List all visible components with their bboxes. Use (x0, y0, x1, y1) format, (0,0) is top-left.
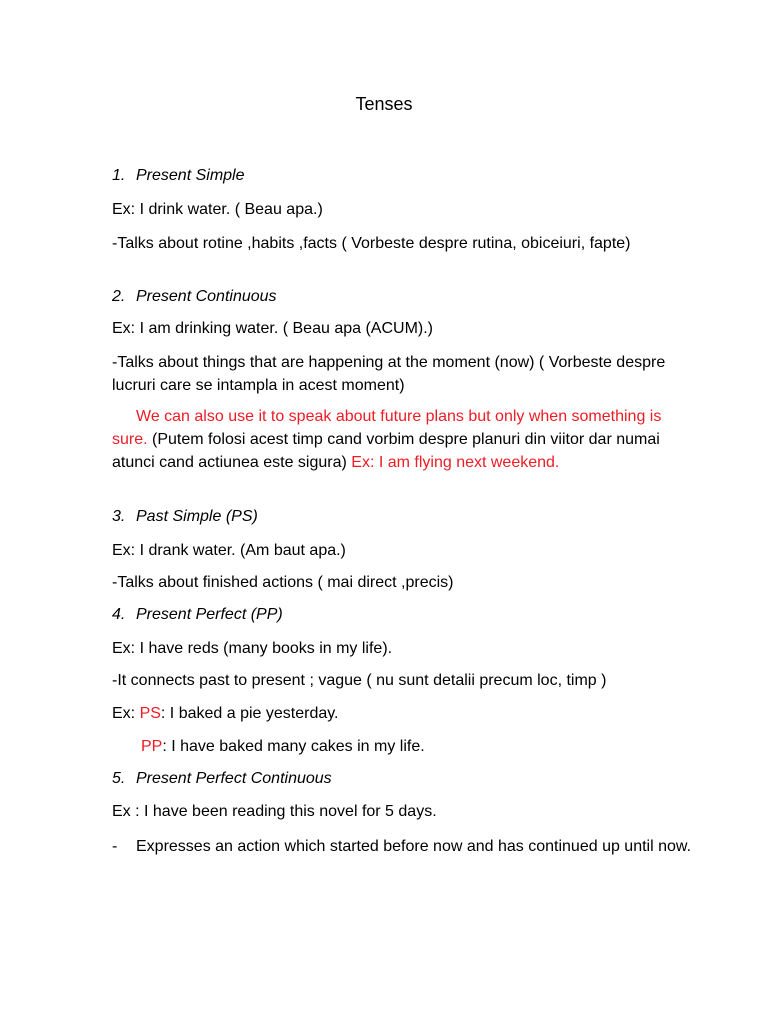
example-present-perfect-continuous: Ex : I have been reading this novel for 5 days. (112, 803, 437, 820)
description-present-simple: -Talks about rotine ,habits ,facts ( Vorbeste despre rutina, obiceiuri, fapte) (112, 235, 631, 252)
example-present-simple: Ex: I drink water. ( Beau apa.) (112, 201, 323, 218)
section-title: Present Perfect (PP) (136, 606, 283, 623)
section-title: Present Perfect Continuous (136, 770, 332, 787)
section-number: 5. (112, 770, 126, 787)
note-translation: (Putem folosi acest timp cand vorbim despre planuri din viitor dar numai atunci cand actiunea este sigura) (112, 431, 660, 471)
section-title: Present Continuous (136, 288, 277, 305)
section-title: Past Simple (PS) (136, 508, 258, 525)
section-number: 1. (112, 167, 126, 184)
example-past-simple: Ex: I drank water. (Am baut apa.) (112, 542, 346, 559)
example-present-continuous: Ex: I am drinking water. ( Beau apa (ACUM).) (112, 320, 433, 337)
section-number: 2. (112, 288, 126, 305)
ps-label: PS (139, 705, 161, 722)
description-past-simple: -Talks about finished actions ( mai direct ,precis) (112, 574, 454, 591)
page-title: Tenses (355, 94, 413, 114)
section-number: 4. (112, 606, 126, 623)
bullet-text: Expresses an action which started before now and has continued up until now. (136, 838, 692, 855)
section-number: 3. (112, 508, 126, 525)
note-red-text: We can also use it to speak about future plans but only when something is sure. (112, 408, 662, 448)
pp-label: PP (141, 738, 163, 755)
pp-example-text: : I have baked many cakes in my life. (162, 738, 425, 755)
example-ps-vs-pp (112, 703, 692, 725)
bullet-marker: - (112, 838, 118, 855)
section-heading-past-simple (112, 506, 692, 528)
bullet-list-item (0, 835, 768, 885)
note-red-example: Ex: I am flying next weekend. (351, 454, 560, 471)
section-heading-present-simple (112, 165, 692, 187)
note-future-plans (112, 405, 692, 474)
section-heading-present-perfect-continuous (112, 768, 692, 790)
section-heading-present-perfect (112, 604, 692, 626)
description-present-perfect: -It connects past to present ; vague ( nu sunt detalii precum loc, timp ) (112, 672, 607, 689)
example-present-perfect: Ex: I have reds (many books in my life). (112, 640, 393, 657)
ps-example-text: : I baked a pie yesterday. (160, 705, 339, 722)
example-pp (141, 736, 721, 758)
example-prefix: Ex: (112, 705, 140, 722)
description-present-continuous: -Talks about things that are happening at the moment (now) ( Vorbeste despre lucruri care se intampla in acest moment) (112, 354, 666, 394)
section-heading-present-continuous (112, 286, 692, 308)
section-title: Present Simple (136, 167, 245, 184)
